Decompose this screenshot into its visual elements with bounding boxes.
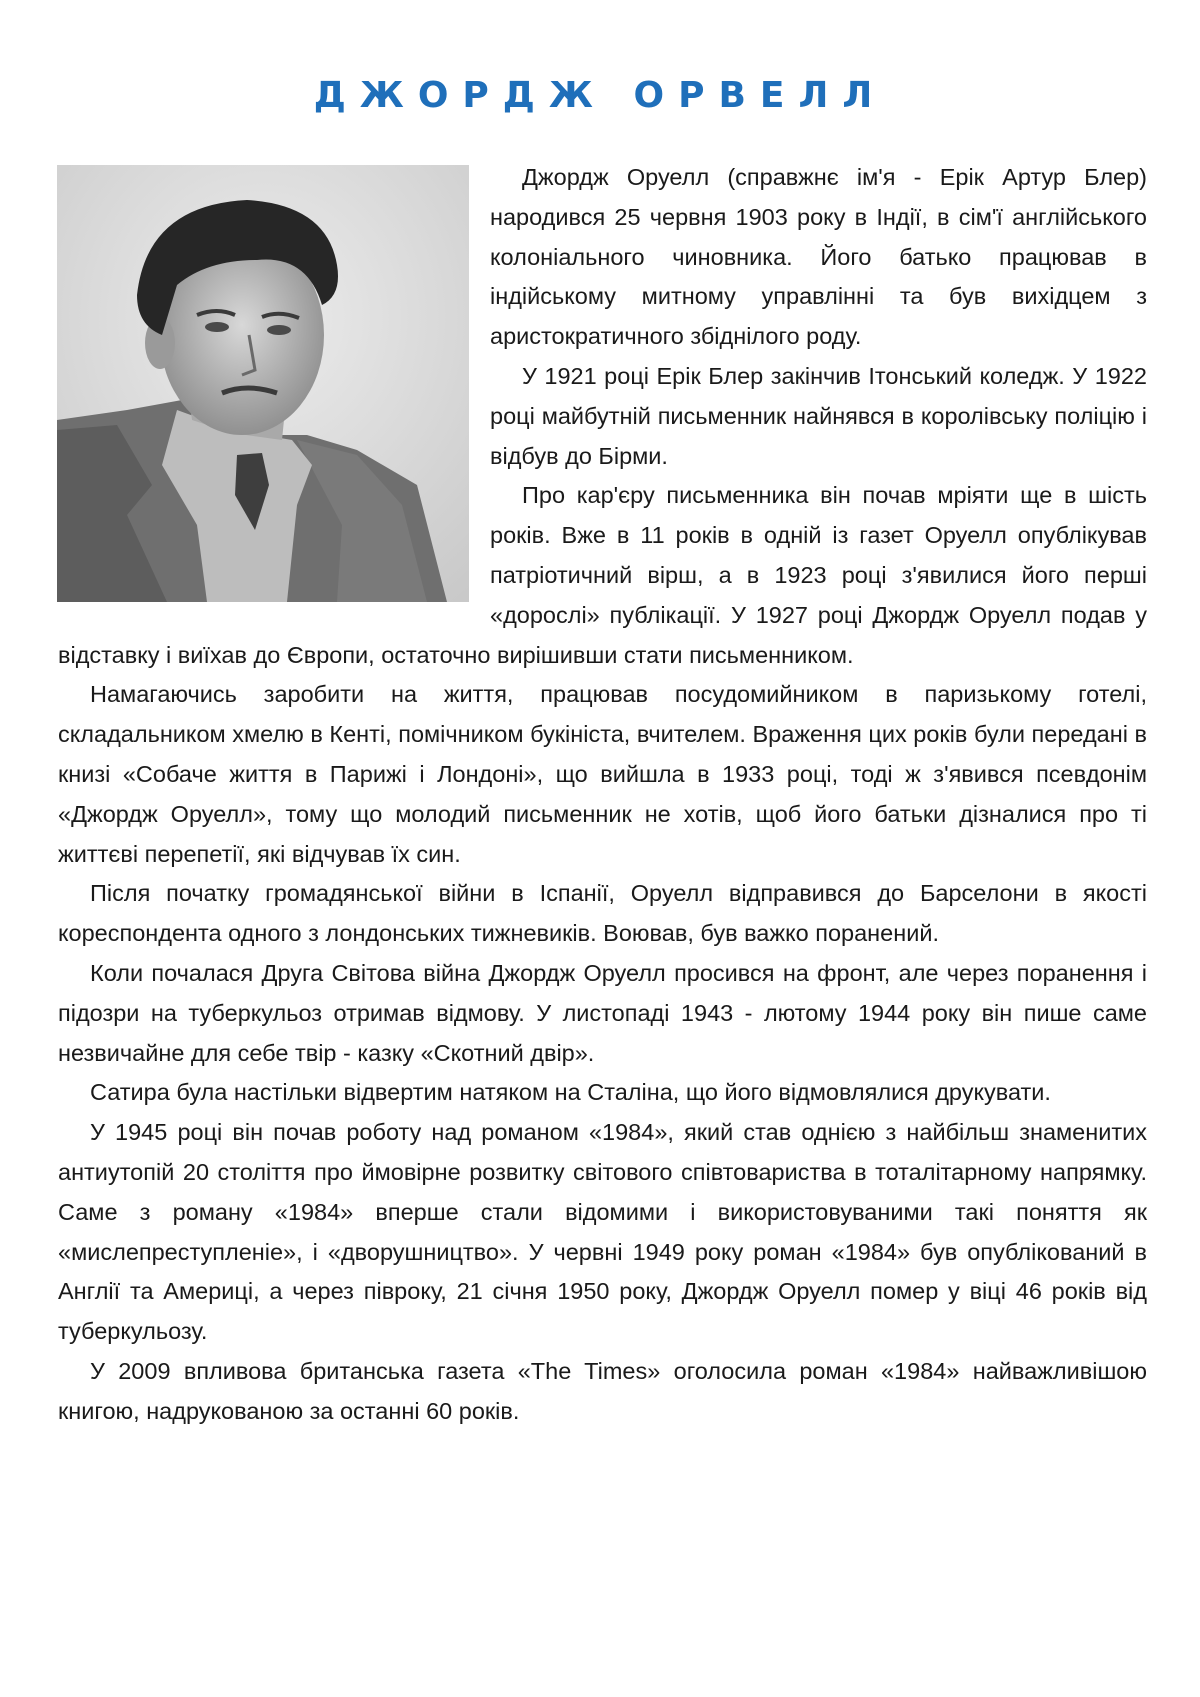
page-title: ДЖОРДЖ ОРВЕЛЛ (313, 75, 887, 116)
paragraph-text: У 1921 році Ерік Блер закінчив Ітонський коледж. У 1922 році майбутній письменник найнявся в королівську поліцію і відбув до Бірми. (490, 362, 1147, 469)
biography-text (58, 158, 1147, 1432)
paragraph-text: Сатира була настільки відвертим натяком на Сталіна, що його відмовлялися друкувати. (90, 1079, 1051, 1106)
photo-spacer (58, 158, 490, 620)
paragraph-text: Після початку громадянської війни в Іспанії, Оруелл відправився до Барселони в якості кореспондента одного з лондонських тижневиків. Воював, був важко поранений. (58, 880, 1147, 947)
paragraph-1984 (58, 1113, 1147, 1352)
paragraph-text: Коли почалася Друга Світова війна Джордж Оруелл просився на фронт, але через поранення і підозри на туберкульоз отримав відмову. У листопаді 1943 - лютому 1944 року він пише саме незвичайне для себе твір - казку «Скотний двір». (58, 959, 1147, 1066)
paragraph-times (58, 1352, 1147, 1432)
paragraph-text: Джордж Оруелл (справжнє ім'я - Ерік Артур Блер) народився 25 червня 1903 року в Індії, в сім'ї англійського колоніального чиновника. Його батько працював в індійському митному управлінні та був вихідцем з аристократичного збіднілого роду. (490, 164, 1147, 350)
paragraph-text: Намагаючись заробити на життя, працював посудомийником в паризькому готелі, складальником хмелю в Кенті, помічником букініста, вчителем. Враження цих років були передані в книзі «Собаче життя в Парижі і Лондоні», що вийшла в 1933 році, тоді ж з'явився псевдонім «Джордж Оруелл», тому що молодий письменник не хотів, щоб його батьки дізналися про ті життєві перепетії, які відчував їх син. (58, 681, 1147, 867)
paragraph-text: Про кар'єру письменника він почав мріяти ще в шість років. Вже в 11 років в одній із газет Оруелл опублікував патріотичний вірш, а в 1923 році з'явилися його перші «дорослі» публікації. У 1927 році Джордж Оруелл подав у відставку і виїхав до Європи, остаточно вирішивши стати письменником. (58, 482, 1147, 668)
paragraph-text: У 1945 році він почав роботу над романом «1984», який став однією з найбільш знаменитих антиутопій 20 століття про ймовірне розвитку світового співтовариства в тоталітарному напрямку. Саме з роману «1984» вперше стали відомими і використовуваними такі поняття як «мислепреступленіе», і «дворушництво». У червні 1949 року роман «1984» був опублікований в Англії та Америці, а через півроку, 21 січня 1950 року, Джордж Оруелл помер у віці 46 років від туберкульозу. (58, 1119, 1147, 1345)
paragraph-text: У 2009 впливова британська газета «The Times» оголосила роман «1984» найважливішою книгою, надрукованою за останні 60 років. (58, 1357, 1147, 1424)
paragraph-satire (58, 1073, 1147, 1113)
paragraph-spain (58, 874, 1147, 954)
paragraph-early-work (58, 675, 1147, 874)
paragraph-ww2 (58, 954, 1147, 1073)
